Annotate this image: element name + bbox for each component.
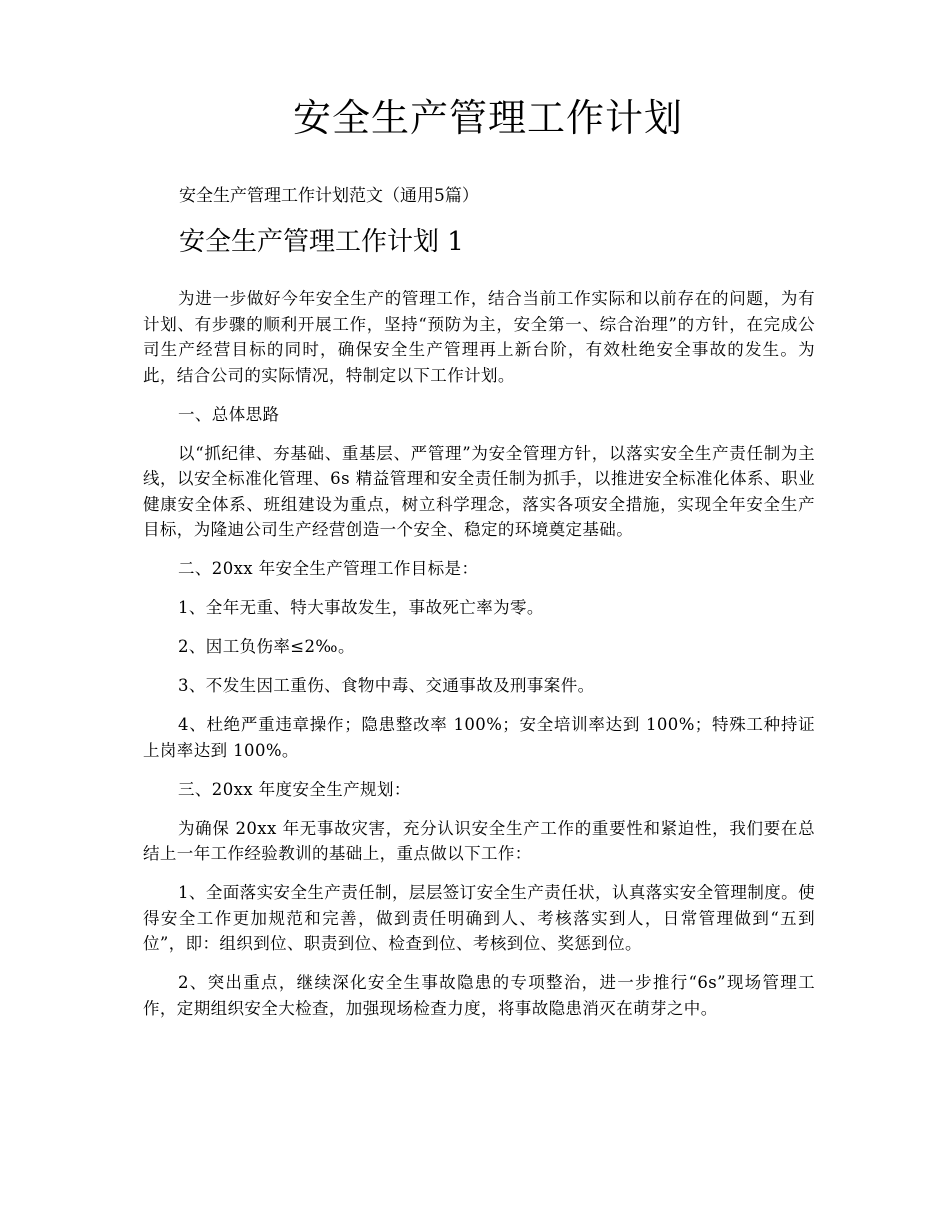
paragraph-heading-goals: 二、20xx 年安全生产管理工作目标是： xyxy=(178,559,479,578)
paragraph-plan-intro: 为确保 20xx 年无事故灾害，充分认识安全生产工作的重要性和紧迫性，我们要在总结上一年工作经验教训的基础上，重点做以下工作： xyxy=(143,818,815,863)
paragraph-goal-4: 4、杜绝严重违章操作；隐患整改率 100%；安全培训率达到 100%；特殊工种持证上岗率达到 100%。 xyxy=(143,715,815,760)
paragraph-intro: 为进一步做好今年安全生产的管理工作，结合当前工作实际和以前存在的问题，为有计划、有步骤的顺利开展工作，坚持“预防为主，安全第一、综合治理”的方针，在完成公司生产经营目标的同时，确保安全生产管理再上新台阶，有效杜绝安全事故的发生。为此，结合公司的实际情况，特制定以下工作计划。 xyxy=(143,289,815,385)
paragraph-goal-3: 3、不发生因工重伤、食物中毒、交通事故及刑事案件。 xyxy=(178,676,595,695)
section-heading: 安全生产管理工作计划 1 xyxy=(179,227,464,257)
paragraph-goal-2: 2、因工负伤率≤2‰。 xyxy=(178,637,355,656)
document-subtitle: 安全生产管理工作计划范文（通用5篇） xyxy=(179,186,479,206)
document-title: 安全生产管理工作计划 xyxy=(292,96,683,140)
document-body xyxy=(143,286,815,1035)
paragraph-goal-1: 1、全年无重、特大事故发生，事故死亡率为零。 xyxy=(178,598,544,617)
paragraph-plan-2: 2、突出重点，继续深化安全生事故隐患的专项整治，进一步推行“6s”现场管理工作，定期组织安全大检查，加强现场检查力度，将事故隐患消灭在萌芽之中。 xyxy=(143,973,815,1018)
paragraph-heading-overview: 一、总体思路 xyxy=(178,404,280,424)
paragraph-plan-1: 1、全面落实安全生产责任制，层层签订安全生产责任状，认真落实安全管理制度。使得安全工作更加规范和完善，做到责任明确到人、考核落实到人，日常管理做到“五到位”，即：组织到位、职责到位、检查到位、考核到位、奖惩到位。 xyxy=(143,883,815,953)
paragraph-overview: 以“抓纪律、夯基础、重基层、严管理”为安全管理方针，以落实安全生产责任制为主线，以安全标准化管理、6s 精益管理和安全责任制为抓手，以推进安全标准化体系、职业健康安全体系、班组建设为重点，树立科学理念，落实各项安全措施，实现全年安全生产目标，为隆迪公司生产经营创造一个安全、稳定的环境奠定基础。 xyxy=(143,443,815,539)
paragraph-heading-plan: 三、20xx 年度安全生产规划： xyxy=(178,779,411,799)
